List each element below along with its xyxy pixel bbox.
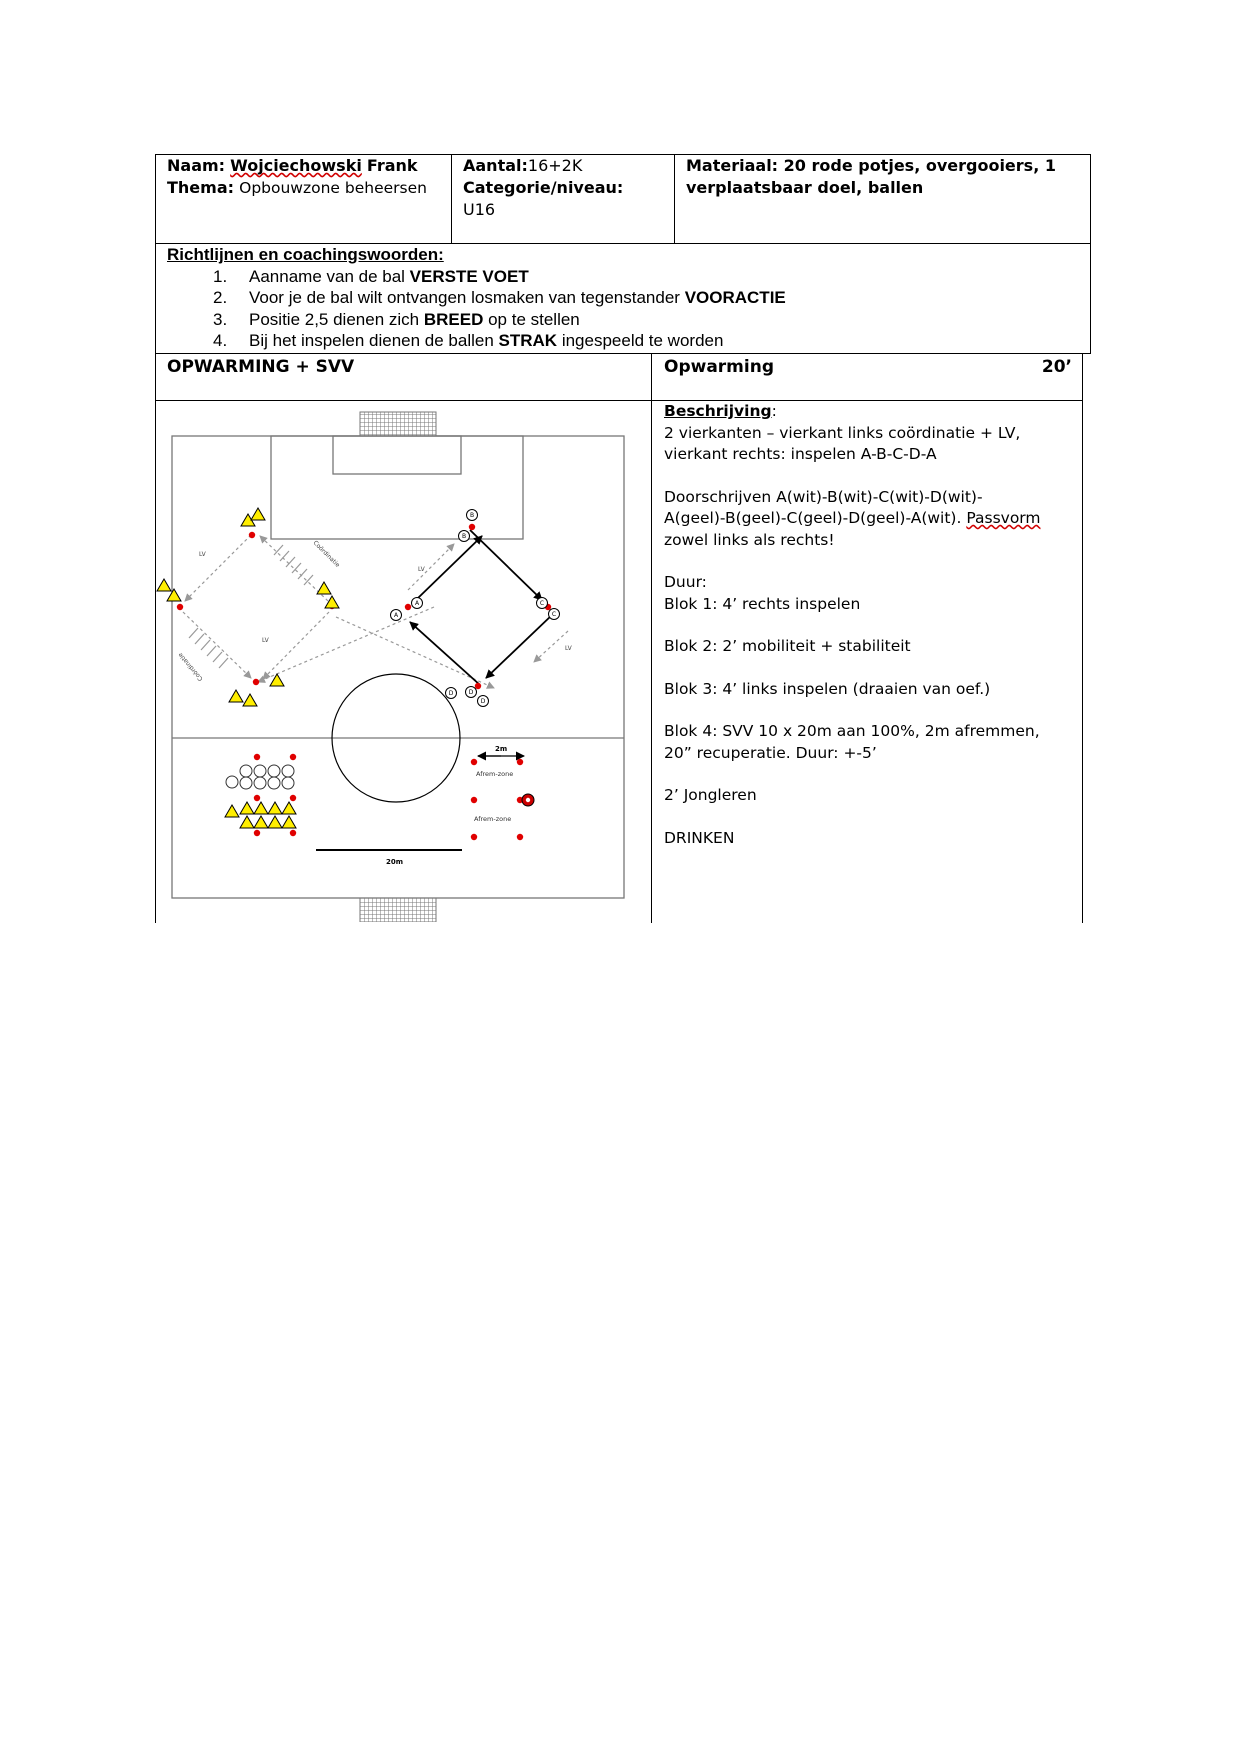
svg-text:B: B bbox=[461, 533, 467, 540]
cone bbox=[254, 830, 260, 836]
svg-text:A: A bbox=[393, 612, 399, 619]
table-border bbox=[451, 154, 452, 244]
naam-label: Naam: bbox=[167, 156, 226, 175]
cone bbox=[254, 754, 260, 760]
guideline-item: 1. Aanname van de bal VERSTE VOET bbox=[213, 266, 529, 286]
name-theme-cell bbox=[167, 155, 449, 199]
table-border bbox=[1090, 154, 1091, 354]
spacer bbox=[664, 615, 1076, 636]
naam-lastname: Wojciechowski bbox=[230, 156, 362, 175]
spacer bbox=[664, 700, 1076, 721]
right-section-title: Opwarming bbox=[664, 357, 774, 377]
svg-text:D: D bbox=[448, 690, 454, 697]
guidelines-title: Richtlijnen en coachingswoorden: bbox=[167, 245, 444, 264]
spacer bbox=[664, 764, 1076, 785]
cone bbox=[405, 604, 411, 610]
blok-2: Blok 2: 2’ mobiliteit + stabiliteit bbox=[664, 637, 911, 655]
thema-label: Thema: bbox=[167, 178, 235, 197]
yellow-players bbox=[157, 508, 339, 706]
spacer bbox=[664, 807, 1076, 828]
guidelines-list bbox=[167, 266, 1082, 352]
lv-label: LV bbox=[565, 645, 572, 652]
aantal-line bbox=[463, 155, 673, 177]
aantal-value: 16+2K bbox=[527, 156, 583, 175]
guideline-item: 3. Positie 2,5 dienen zich BREED op te stellen bbox=[213, 309, 580, 329]
pass-arrow-b-c bbox=[470, 530, 542, 600]
cone bbox=[471, 759, 477, 765]
pass-arrow-d-a bbox=[410, 622, 480, 685]
blok-4: Blok 4: SVV 10 x 20m aan 100%, 2m afremmen, bbox=[664, 722, 1040, 740]
guidelines-cell bbox=[167, 244, 1082, 352]
spacer bbox=[664, 658, 1076, 679]
aantal-label: Aantal: bbox=[463, 156, 528, 175]
cone bbox=[290, 830, 296, 836]
duur-label: Duur: bbox=[664, 573, 707, 591]
description-title: Beschrijving bbox=[664, 402, 772, 420]
passvorm-word: Passvorm bbox=[966, 509, 1041, 527]
description-line: vierkant rechts: inspelen A-B-C-D-A bbox=[664, 445, 937, 463]
svg-text:A: A bbox=[414, 600, 420, 607]
cone bbox=[290, 795, 296, 801]
cross-arrow bbox=[258, 607, 434, 682]
theme-line bbox=[167, 177, 449, 199]
coordination-label: Coördinatie bbox=[311, 539, 341, 569]
lv-arrow bbox=[263, 612, 329, 679]
cone bbox=[517, 834, 523, 840]
description-line: A(geel)-B(geel)-C(geel)-D(geel)-A(wit). Passvorm bbox=[664, 509, 1041, 527]
description-line: zowel links als rechts! bbox=[664, 530, 835, 549]
guideline-item: 4. Bij het inspelen dienen de ballen STRAK ingespeeld te worden bbox=[213, 331, 724, 350]
penalty-area bbox=[271, 436, 523, 539]
lv-arrow bbox=[534, 631, 568, 662]
two-meter-label: 2m bbox=[495, 745, 508, 753]
coordination-ladder bbox=[274, 545, 313, 585]
afrem-zone-label: Afrem-zone bbox=[474, 815, 512, 823]
categorie-value: U16 bbox=[463, 200, 496, 219]
categorie-label: Categorie/niveau: bbox=[463, 178, 624, 197]
lv-label: LV bbox=[199, 551, 206, 558]
white-players-group bbox=[226, 765, 294, 789]
coordination-ladder bbox=[189, 628, 228, 668]
coordination-label: Coördinatie bbox=[176, 651, 205, 683]
blok-3: Blok 3: 4’ links inspelen (draaien van oef.) bbox=[664, 679, 991, 698]
guideline-item: 2. Voor je de bal wilt ontvangen losmaken van tegenstander VOORACTIE bbox=[213, 288, 786, 307]
cone bbox=[517, 759, 523, 765]
cone bbox=[254, 795, 260, 801]
materiaal-line-2: verplaatsbaar doel, ballen bbox=[686, 178, 924, 197]
jongleren: 2’ Jongleren bbox=[664, 786, 757, 804]
svg-text:B: B bbox=[469, 512, 475, 519]
name-line bbox=[167, 155, 449, 177]
cone bbox=[290, 754, 296, 760]
lv-arrow bbox=[185, 535, 251, 601]
lv-label: LV bbox=[262, 637, 269, 644]
description-cell bbox=[664, 401, 1076, 849]
lv-arrow bbox=[408, 544, 454, 590]
cone bbox=[475, 683, 481, 689]
afrem-zone-label: Afrem-zone bbox=[476, 770, 514, 778]
cone bbox=[469, 524, 475, 530]
spacer bbox=[664, 551, 1076, 572]
materiaal-cell bbox=[686, 155, 1086, 199]
cone bbox=[249, 532, 255, 538]
description-title-line: Beschrijving: bbox=[664, 402, 777, 420]
table-border bbox=[674, 154, 675, 244]
cone bbox=[471, 797, 477, 803]
svg-text:D: D bbox=[480, 698, 486, 705]
drinken: DRINKEN bbox=[664, 828, 735, 847]
cone bbox=[253, 679, 259, 685]
left-section-title: OPWARMING + SVV bbox=[167, 357, 355, 377]
svg-text:C: C bbox=[539, 600, 545, 607]
pass-arrow-c-d bbox=[486, 615, 552, 678]
naam-firstname: Frank bbox=[366, 156, 418, 175]
blok-4-cont: 20” recuperatie. Duur: +-5’ bbox=[664, 743, 877, 762]
table-border bbox=[1082, 353, 1083, 923]
svg-text:C: C bbox=[551, 611, 557, 618]
pitch-svg bbox=[156, 402, 650, 922]
yellow-players-group bbox=[225, 802, 296, 828]
lv-label: LV bbox=[418, 566, 425, 573]
svg-text:D: D bbox=[468, 689, 474, 696]
duration: 20’ bbox=[1041, 357, 1072, 377]
top-goal bbox=[360, 412, 436, 436]
table-border bbox=[155, 353, 1090, 354]
spacer bbox=[664, 466, 1076, 487]
aantal-cell bbox=[463, 155, 673, 221]
ball-icon bbox=[522, 794, 534, 806]
blok-1: Blok 1: 4’ rechts inspelen bbox=[664, 594, 861, 613]
pitch-diagram bbox=[156, 402, 650, 922]
description-line: 2 vierkanten – vierkant links coördinatie + LV, bbox=[664, 423, 1021, 442]
description-line: Doorschrijven A(wit)-B(wit)-C(wit)-D(wit)- bbox=[664, 487, 983, 506]
thema-value: Opbouwzone beheersen bbox=[239, 179, 427, 197]
pass-arrow-a-b bbox=[418, 536, 482, 598]
cone bbox=[177, 604, 183, 610]
materiaal-line-1: Materiaal: 20 rode potjes, overgooiers, 1 bbox=[686, 156, 1056, 175]
table-border bbox=[651, 353, 652, 923]
twenty-meter-label: 20m bbox=[386, 858, 404, 866]
cone bbox=[471, 834, 477, 840]
goal-area bbox=[333, 436, 461, 474]
bottom-goal bbox=[360, 898, 436, 922]
